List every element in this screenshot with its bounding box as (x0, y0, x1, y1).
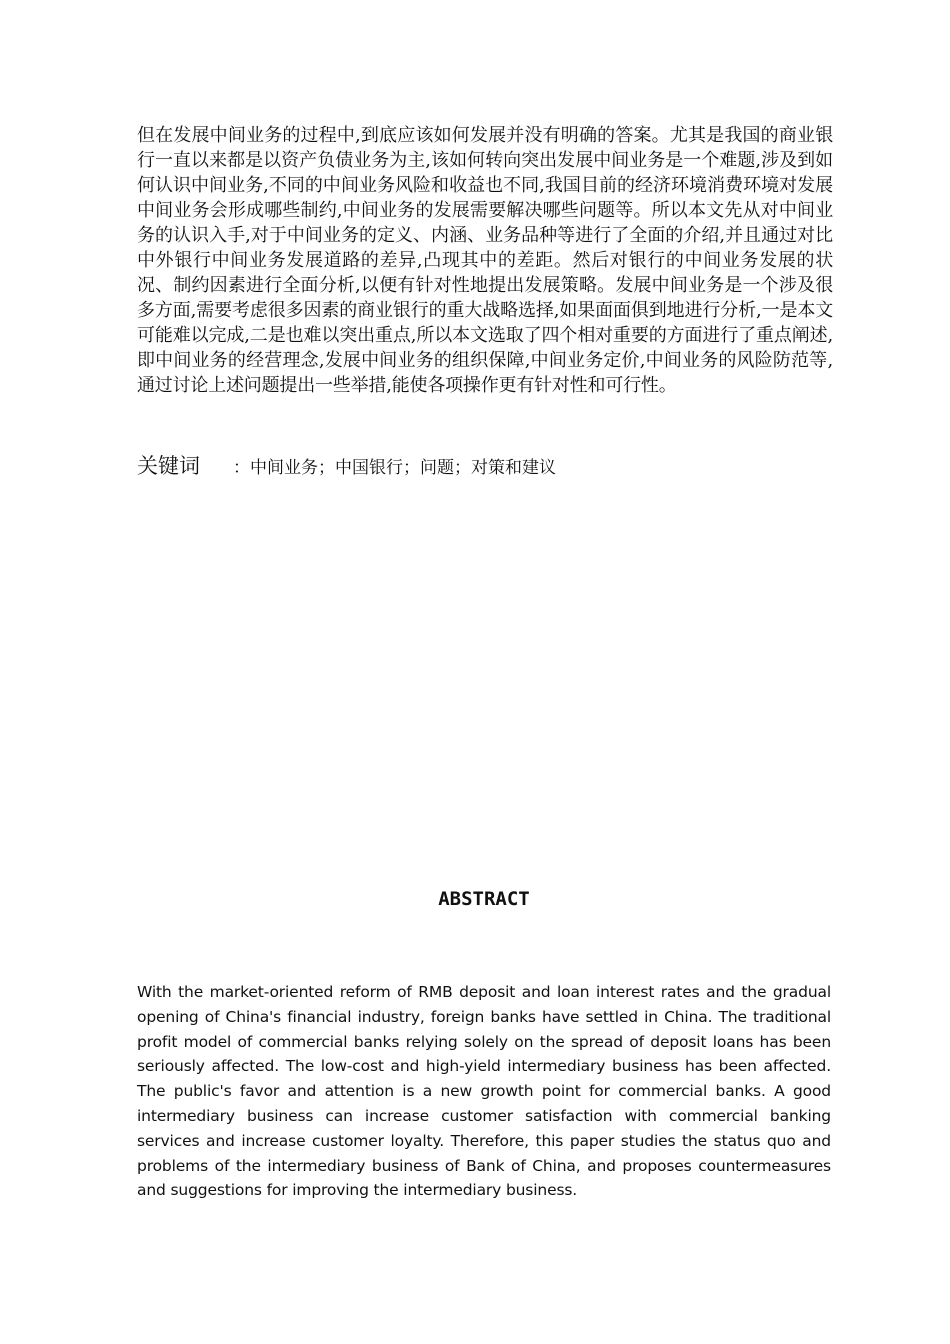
keywords-values: ：中间业务；中国银行；问题；对策和建议 (233, 458, 556, 478)
keywords-line (137, 452, 837, 482)
abstract-heading: ABSTRACT (438, 888, 530, 910)
chinese-abstract-paragraph: 但在发展中间业务的过程中,到底应该如何发展并没有明确的答案。尤其是我国的商业银行一直以来都是以资产负债业务为主,该如何转向突出发展中间业务是一个难题,涉及到如何认识中间业务,不同的中间业务风险和收益也不同,我国目前的经济环境消费环境对发展中间业务会形成哪些制约,中间业务的发展需要解决哪些问题等。所以本文先从对中间业务的认识入手,对于中间业务的定义、内涵、业务品种等进行了全面的介绍,并且通过对比中外银行中间业务发展道路的差异,凸现其中的差距。然后对银行的中间业务发展的状况、制约因素进行全面分析,以便有针对性地提出发展策略。发展中间业务是一个涉及很多方面,需要考虑很多因素的商业银行的重大战略选择,如果面面俱到地进行分析,一是本文可能难以完成,二是也难以突出重点,所以本文选取了四个相对重要的方面进行了重点阐述,即中间业务的经营理念,发展中间业务的组织保障,中间业务定价,中间业务的风险防范等,通过讨论上述问题提出一些举措,能使各项操作更有针对性和可行性。 (137, 125, 833, 396)
keywords-label: 关键词 (137, 454, 200, 478)
english-abstract-paragraph: With the market-oriented reform of RMB deposit and loan interest rates and the gradual opening of China's financial industry, foreign banks have settled in China. The traditional profit model of commercial banks relying solely on the spread of deposit loans has been seriously affected. The low-cost and high-yield intermediary business has been affected. The public's favor and attention is a new growth point for commercial banks. A good intermediary business can increase customer satisfaction with commercial banking services and increase customer loyalty. Therefore, this paper studies the status quo and problems of the intermediary business of Bank of China, and proposes countermeasures and suggestions for improving the intermediary business. (137, 983, 831, 1200)
